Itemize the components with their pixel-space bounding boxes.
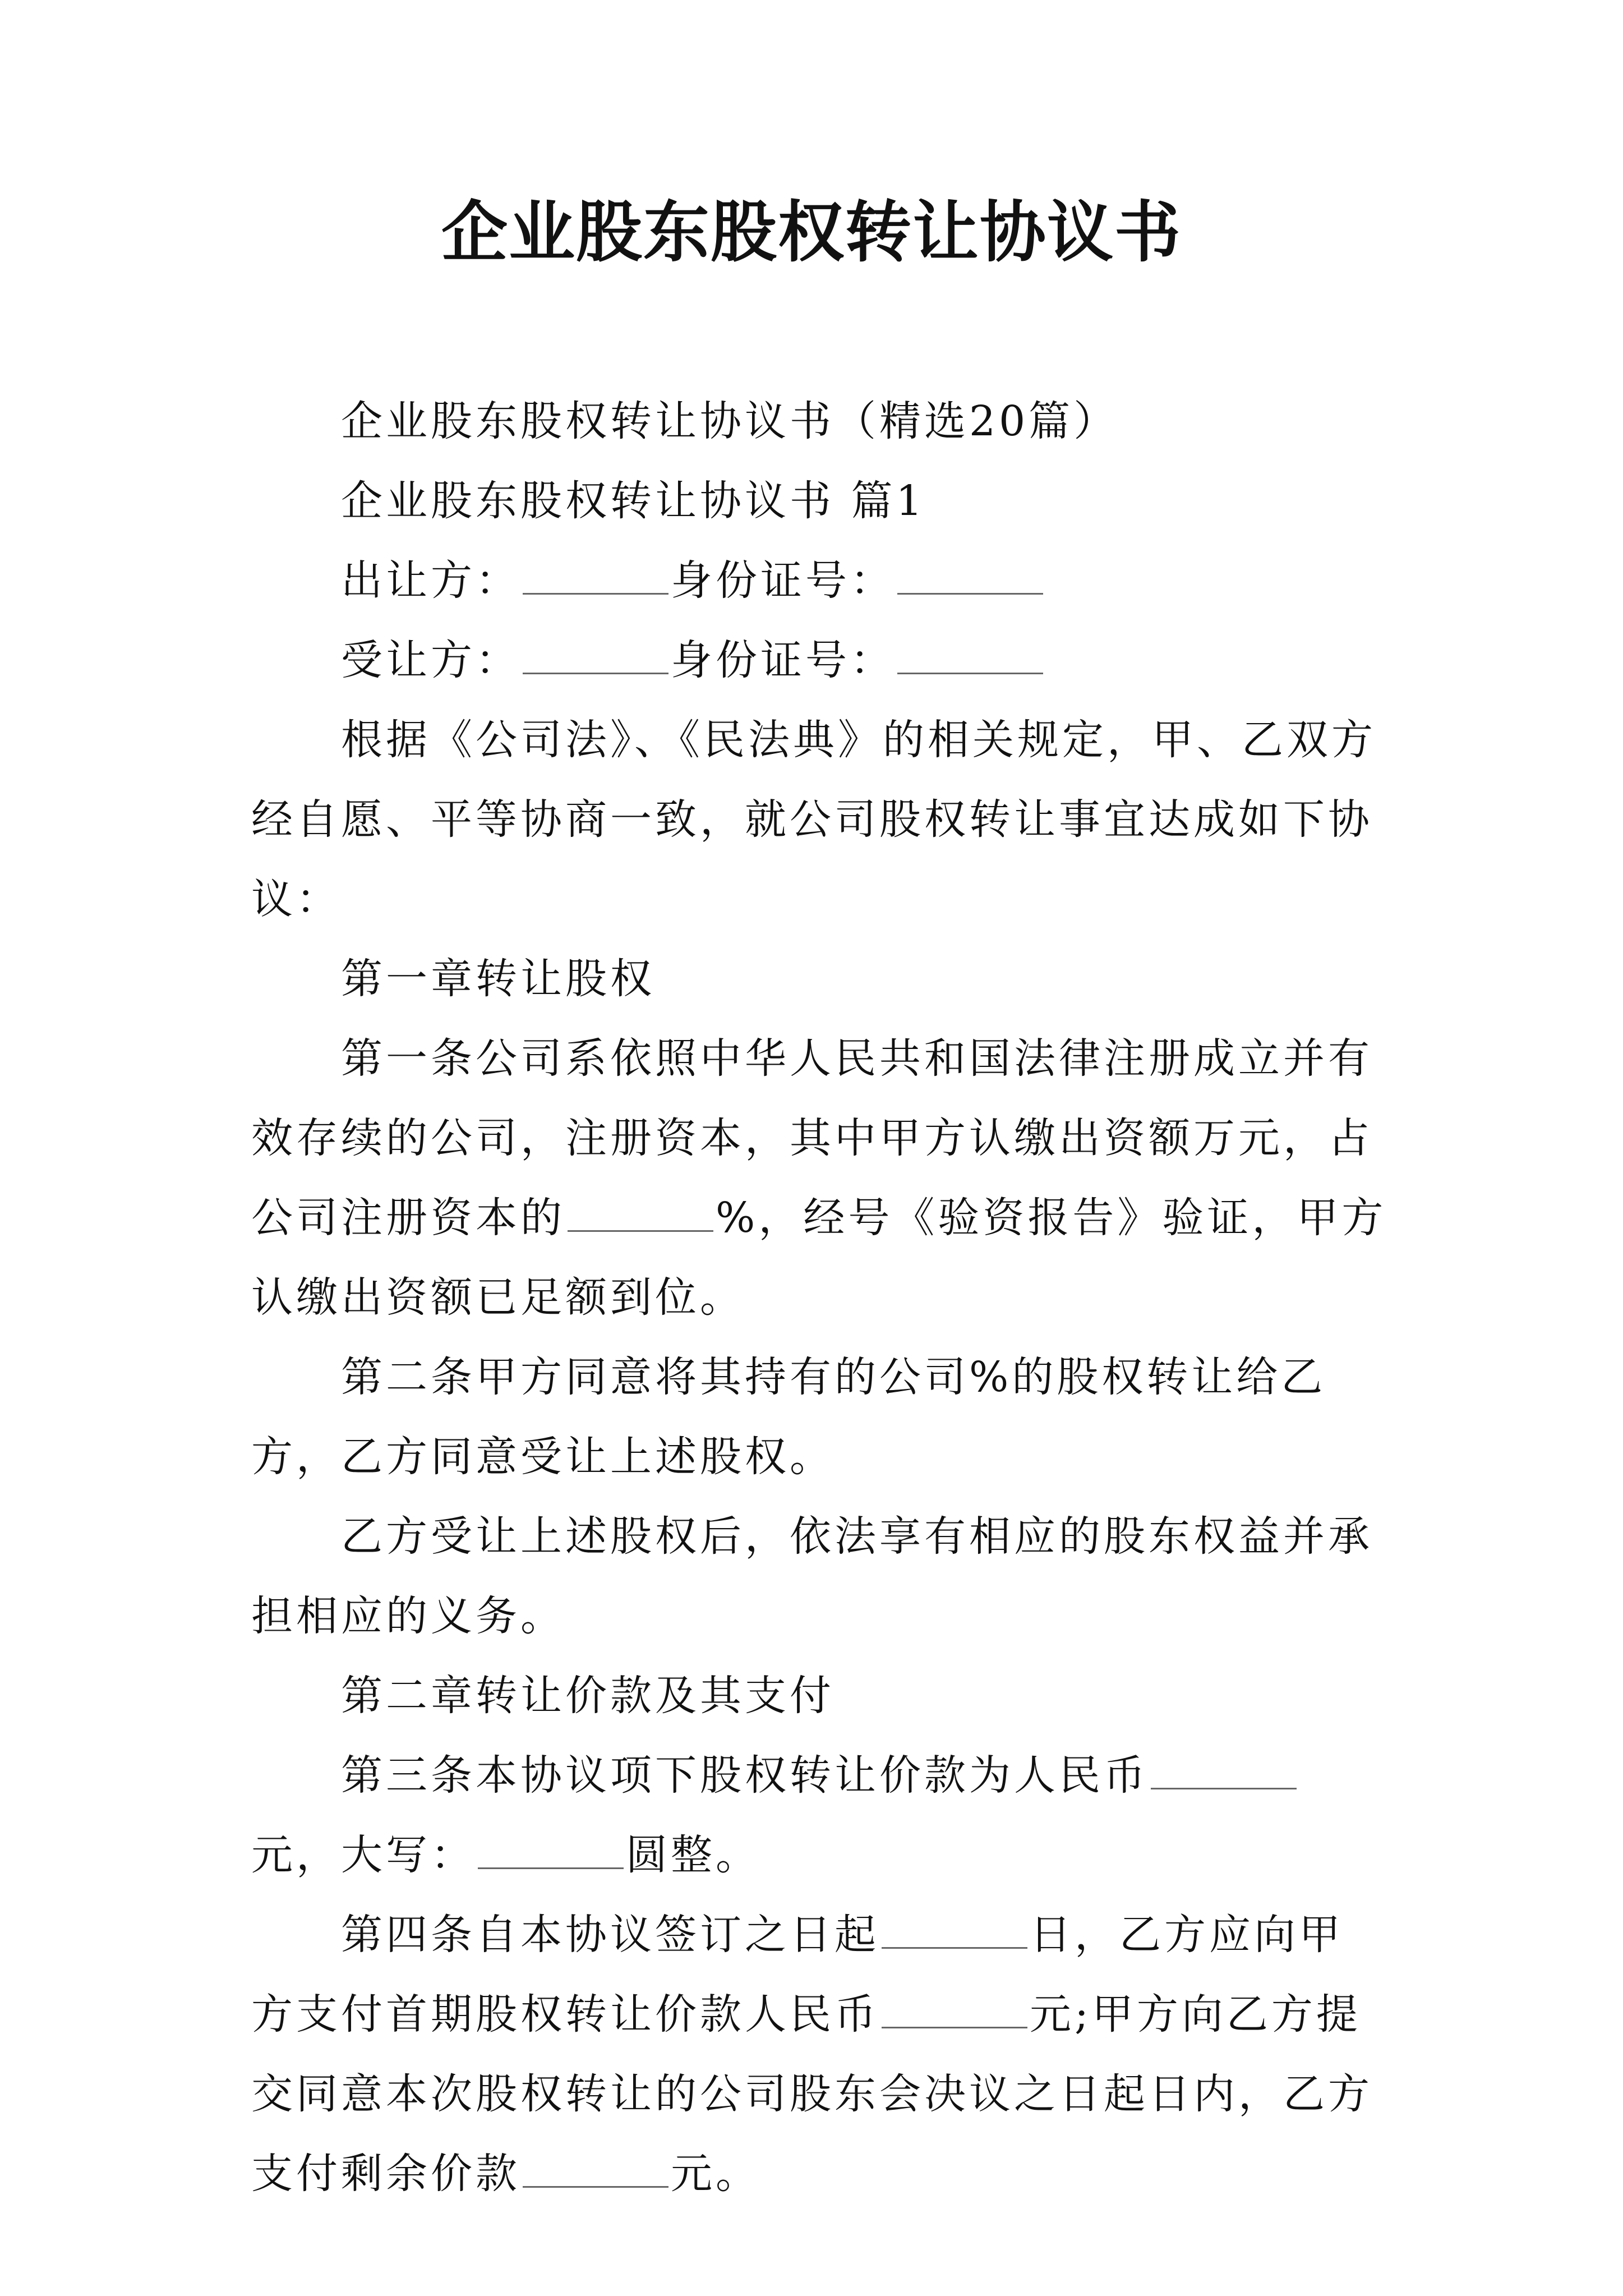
transferor-id-label: 身份证号：	[671, 556, 895, 605]
article-4-text-c: 元;甲方向乙方提交同意本次股权转让的公司股东会决议之日起日内，乙方支付剩余价款	[251, 1990, 1373, 2198]
article-3	[251, 1736, 1387, 1895]
remaining-payment-blank	[523, 2154, 668, 2188]
article-3-text-b: 元，大写：	[251, 1831, 476, 1879]
transferee-id-blank	[897, 640, 1043, 674]
article-1	[251, 1019, 1387, 1337]
article-4-text-b: 日，乙方应向甲方支付首期股权转让价款人民币	[251, 1911, 1344, 2039]
transferee-name-blank	[523, 640, 668, 674]
article-2: 第二条甲方同意将其持有的公司%的股权转让给乙方，乙方同意受让上述股权。	[251, 1353, 1326, 1481]
preamble-paragraph: 根据《公司法》、《民法典》的相关规定，甲、乙双方经自愿、平等协商一致，就公司股权转让事宜达成如下协议：	[251, 716, 1376, 923]
article-3-text-a: 第三条本协议项下股权转让价款为人民币	[341, 1751, 1149, 1800]
article-2-obligations: 乙方受让上述股权后，依法享有相应的股东权益并承担相应的义务。	[251, 1512, 1373, 1640]
article-1-text-b: %，经号《验资报告》验证，甲方认缴出资额已足额到位。	[251, 1194, 1387, 1322]
article-4-text-d: 元。	[671, 2150, 760, 2198]
chapter-1-heading: 第一章转让股权	[341, 955, 655, 1003]
transferor-id-blank	[897, 560, 1043, 595]
article-1-text-a: 第一条公司系依照中华人民共和国法律注册成立并有效存续的公司，注册资本，其中甲方认缴出资额万元，占公司注册资本的	[251, 1034, 1373, 1242]
share-percent-blank	[568, 1198, 713, 1232]
transferor-label: 出让方：	[341, 556, 520, 605]
transferee-label: 受让方：	[341, 636, 520, 684]
document-body	[251, 381, 1387, 2214]
subtitle: 企业股东股权转让协议书（精选20篇）	[341, 397, 1119, 445]
article-3-text-c: 圆整。	[626, 1831, 760, 1879]
chapter-2-heading: 第二章转让价款及其支付	[341, 1672, 834, 1720]
price-amount-blank	[1151, 1755, 1297, 1789]
price-in-words-blank	[478, 1835, 624, 1869]
transferor-line	[251, 541, 1387, 620]
transferee-id-label: 身份证号：	[671, 636, 895, 684]
article-4	[251, 1895, 1387, 2214]
transferee-line	[251, 620, 1387, 700]
document-title: 企业股东股权转让协议书	[441, 193, 1182, 271]
transferor-name-blank	[523, 560, 668, 595]
days-blank	[882, 1915, 1027, 1949]
first-payment-blank	[882, 1994, 1027, 2028]
section-heading: 企业股东股权转让协议书 篇1	[341, 477, 926, 525]
article-4-text-a: 第四条自本协议签订之日起	[341, 1911, 879, 1959]
